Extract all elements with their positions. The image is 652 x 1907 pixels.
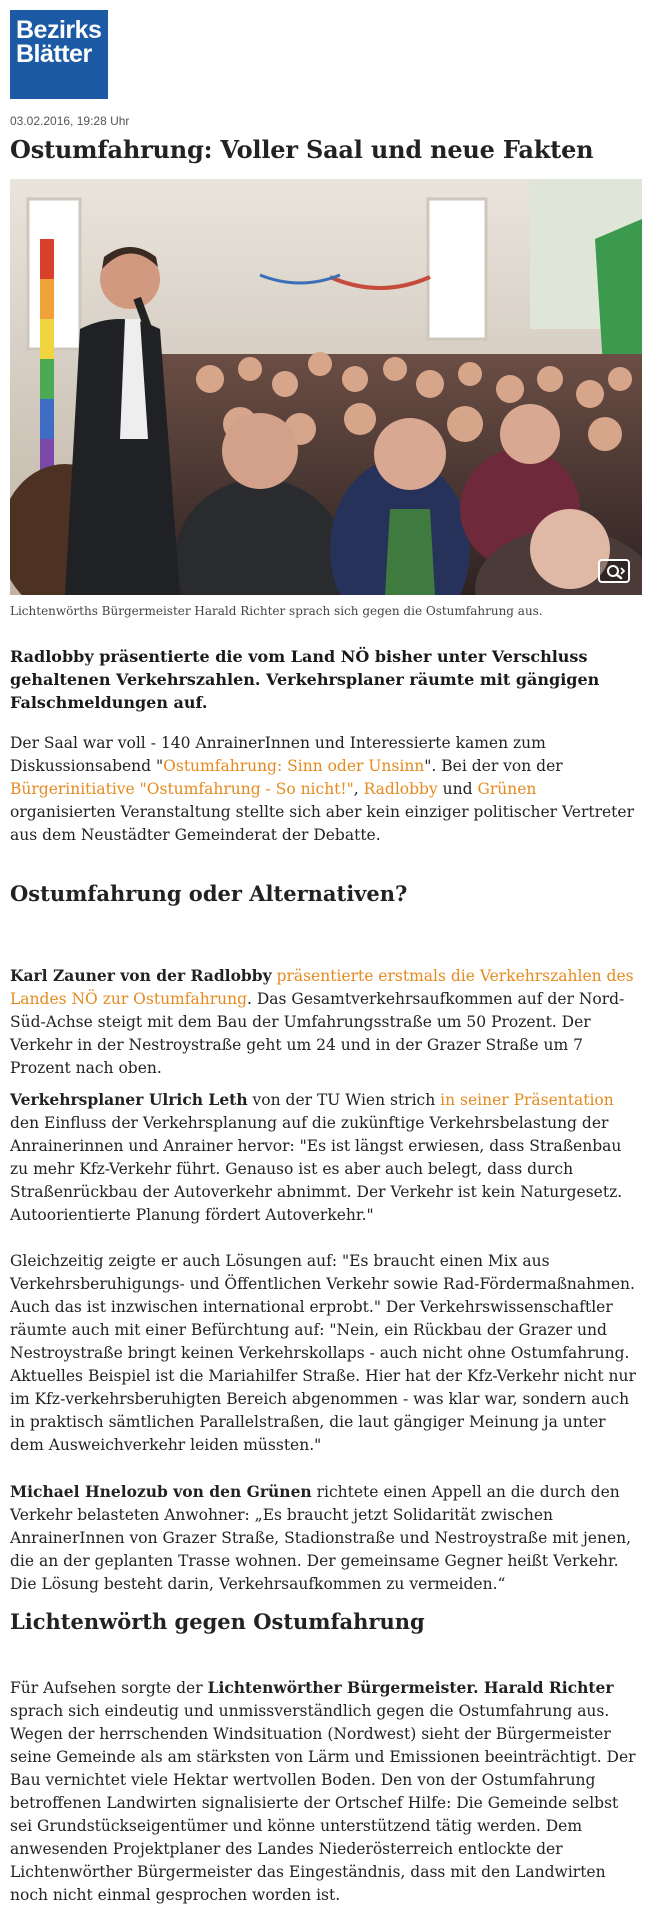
zoom-button[interactable] — [598, 559, 630, 583]
p1-text-5: organisierten Veranstaltung stellte sich aber kein einziger politischer Vertreter aus dem Neustädter Gemeinderat der Debatte. — [10, 803, 634, 844]
p6-text-2: sprach sich eindeutig und unmissverständlich gegen die Ostumfahrung aus. Wegen der herrschenden Windsituation (Nordwest) sieht der Bürgermeister seine Gemeinde als am stärksten von Lärm und Emissionen beeinträchtigt. Der Bau vernichtet viele Hektar wertvollen Boden. Den von der Ostumfahrung betroffenen Landwirten signalisierte der Ortschef Hilfe: Die Gemeinde selbst sei Grundstückseigentümer und könne unterstützend tätig werden. Dem anwesenden Projektplaner des Landes Niederösterreich entlockte der Lichtenwörther Bürgermeister das Eingeständnis, dass mit den Landwirten noch nicht einmal gesprochen worden ist. — [10, 1702, 636, 1904]
bezirksblaetter-logo[interactable] — [10, 10, 108, 99]
link-praesentation[interactable]: in seiner Präsentation — [440, 1091, 614, 1109]
link-gruene[interactable]: Grünen — [477, 780, 537, 798]
p1-text-4: und — [437, 780, 478, 798]
magnifier-icon — [605, 564, 625, 580]
p6-bold: Lichtenwörther Bürgermeister. Harald Richter — [207, 1678, 614, 1697]
p1-text-2: ". Bei der von der — [424, 757, 563, 775]
article-image[interactable] — [10, 179, 642, 595]
article-title: Ostumfahrung: Voller Saal und neue Fakten — [10, 135, 594, 164]
article-lead: Radlobby präsentierte die vom Land NÖ bisher unter Verschluss gehaltenen Verkehrszahlen. Verkehrsplaner räumte mit gängigen Falschmeldungen auf. — [10, 647, 600, 712]
p5-bold: Michael Hnelozub von den Grünen — [10, 1482, 312, 1501]
event-photo — [10, 179, 642, 595]
paragraph-2 — [10, 964, 642, 1080]
link-verkehrszahlen[interactable]: präsentierte erstmals die Verkehrszahlen des Landes NÖ zur Ostumfahrung — [10, 967, 634, 1008]
p1-text-1: Der Saal war voll - 140 AnrainerInnen und Interessierte kamen zum Diskussionsabend " — [10, 734, 546, 775]
link-ostumfahrung-sinn-oder-unsinn[interactable]: Ostumfahrung: Sinn oder Unsinn — [163, 757, 425, 775]
p3-text-2: den Einfluss der Verkehrsplanung auf die zukünftige Verkehrsbelastung der Anrainerinnen und Anrainer hervor: "Es ist längst erwiesen, dass Straßenbau zu mehr Kfz-Verkehr führt. Genauso ist es aber auch belegt, dass durch Straßenrückbau der Autoverkehr abnimmt. Der Verkehr ist kein Naturgesetz. Autoorientierte Planung fördert Autoverkehr." — [10, 1114, 623, 1224]
p2-bold: Karl Zauner von der Radlobby — [10, 966, 272, 985]
link-radlobby[interactable]: Radlobby — [363, 780, 438, 798]
p5-text-1: richtete einen Appell an die durch den Verkehr belasteten Anwohner: „Es braucht jetzt Solidarität zwischen AnrainerInnen von Grazer Straße, Stadionstraße und Nestroystraße mit jenen, die an der geplanten Trasse wohnen. Der gemeinsame Gegner heißt Verkehr. Die Lösung besteht darin, Verkehrsaufkommen zu vermeiden.“ — [10, 1483, 632, 1593]
image-caption: Lichtenwörths Bürgermeister Harald Richter sprach sich gegen die Ostumfahrung aus. — [10, 604, 543, 618]
p1-text-3: , — [353, 780, 364, 798]
logo-line-2: Blätter — [16, 40, 92, 68]
paragraph-3 — [10, 1088, 642, 1227]
paragraph-6 — [10, 1676, 642, 1907]
paragraph-4: Gleichzeitig zeigte er auch Lösungen auf: "Es braucht einen Mix aus Verkehrsberuhigungs- und Öffentlichen Verkehr sowie Rad-Fördermaßnahmen. Auch das ist inzwischen international erprobt." Der Verkehrswissenschaftler räumte auch mit einer Befürchtung auf: "Nein, ein Rückbau der Grazer und Nestroystraße bringt keinen Verkehrskollaps - auch nicht ohne Ostumfahrung. Aktuelles Beispiel ist die Mariahilfer Straße. Hier hat der Kfz-Verkehr nicht nur im Kfz-verkehrsberuhigten Bereich abgenommen - was klar war, sondern auch in praktisch sämtlichen Parallelstraßen, die laut gängiger Meinung ja unter dem Ausweichverkehr leiden müssten." — [10, 1252, 636, 1454]
link-buergerinitiative[interactable]: Bürgerinitiative "Ostumfahrung - So nicht!" — [10, 780, 354, 798]
p2-text-2: . Das Gesamtverkehrsaufkommen auf der Nord-Süd-Achse steigt mit dem Bau der Umfahrungsstraße um 50 Prozent. Der Verkehr in der Nestroystraße geht um 24 und in der Grazer Straße um 7 Prozent nach oben. — [10, 990, 625, 1077]
logo-line-1: Bezirks — [16, 16, 102, 44]
p3-bold: Verkehrsplaner Ulrich Leth — [10, 1090, 248, 1109]
article-timestamp: 03.02.2016, 19:28 Uhr — [10, 114, 130, 128]
section-heading-lichtenwoerth: Lichtenwörth gegen Ostumfahrung — [10, 1609, 425, 1634]
p3-text-1: von der TU Wien strich — [247, 1091, 441, 1109]
article-page — [10, 10, 642, 1907]
section-heading-alternativen: Ostumfahrung oder Alternativen? — [10, 881, 408, 906]
paragraph-5 — [10, 1480, 642, 1596]
p6-text-1: Für Aufsehen sorgte der — [10, 1679, 208, 1697]
paragraph-1 — [10, 732, 642, 847]
